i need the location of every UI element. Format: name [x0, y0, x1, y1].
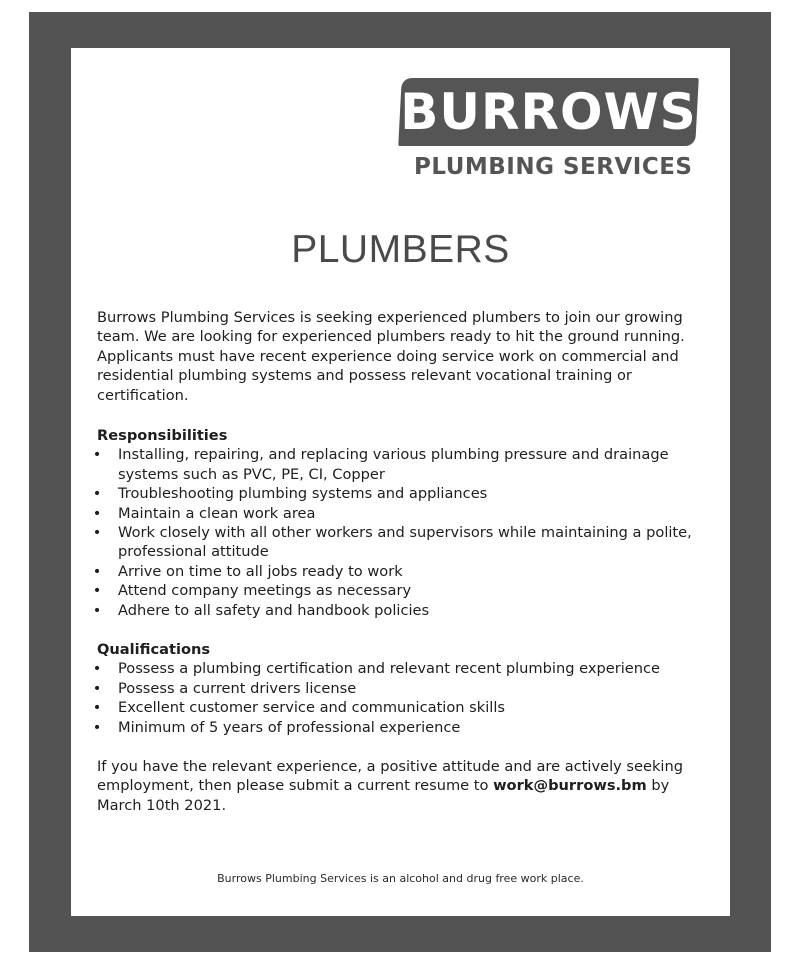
list-item-text: Arrive on time to all jobs ready to work [118, 562, 403, 580]
responsibilities-heading: Responsibilities [97, 427, 228, 444]
bullet-icon: • [92, 524, 102, 542]
responsibilities-section [92, 426, 717, 620]
bullet-icon: • [92, 562, 102, 580]
list-item [92, 679, 717, 698]
job-title: PLUMBERS [291, 228, 510, 271]
list-item-text: Installing, repairing, and replacing various plumbing pressure and drainage systems such as PVC, PE, CI, Copper [118, 446, 669, 483]
list-item-text: Attend company meetings as necessary [118, 582, 412, 600]
closing-paragraph [97, 757, 717, 815]
list-item [92, 504, 717, 523]
list-item [92, 562, 717, 581]
bullet-icon: • [92, 679, 102, 697]
bullet-icon: • [92, 504, 102, 522]
list-item [92, 581, 717, 600]
list-item-text: Minimum of 5 years of professional experience [118, 718, 461, 736]
contact-email: work@burrows.bm [493, 777, 647, 795]
bullet-icon: • [92, 660, 102, 678]
logo-tagline: PLUMBING SERVICES [414, 154, 693, 180]
bullet-icon: • [92, 699, 102, 717]
list-item-text: Troubleshooting plumbing systems and appliances [118, 485, 488, 503]
company-logo [400, 78, 700, 184]
list-item-text: Possess a plumbing certification and relevant recent plumbing experience [118, 660, 660, 678]
closing-text: If you have the relevant experience, a positive attitude and are actively seeking employment, then please submit a current resume to [97, 758, 683, 795]
list-item-text: Maintain a clean work area [118, 504, 316, 522]
qualifications-list [92, 659, 717, 737]
bullet-icon: • [92, 485, 102, 503]
bullet-icon: • [92, 446, 102, 464]
list-item-text: Adhere to all safety and handbook policies [118, 601, 430, 619]
qualifications-heading: Qualifications [97, 641, 211, 658]
list-item [92, 698, 717, 717]
list-item [92, 718, 717, 737]
bullet-icon: • [92, 601, 102, 619]
qualifications-section [92, 640, 717, 737]
intro-paragraph: Burrows Plumbing Services is seeking experienced plumbers to join our growing team. We are looking for experienced plumbers ready to hit the ground running. Applicants must have recent experience doing service work on commercial and residential plumbing systems and possess relevant vocational training or certification. [97, 309, 685, 404]
bullet-icon: • [92, 718, 102, 736]
list-item [92, 601, 717, 620]
responsibilities-list [92, 445, 717, 620]
list-item-text: Excellent customer service and communication skills [118, 699, 505, 717]
list-item [92, 659, 717, 678]
list-item [92, 523, 717, 562]
list-item-text: Possess a current drivers license [118, 679, 357, 697]
footer-note: Burrows Plumbing Services is an alcohol and drug free work place. [217, 872, 584, 885]
closing-by: by [646, 777, 670, 795]
list-item [92, 445, 717, 484]
list-item-text: Work closely with all other workers and supervisors while maintaining a polite, professional attitude [118, 524, 692, 561]
bullet-icon: • [92, 582, 102, 600]
application-deadline: March 10th 2021. [97, 796, 227, 814]
logo-name: BURROWS [400, 83, 697, 141]
list-item [92, 484, 717, 503]
